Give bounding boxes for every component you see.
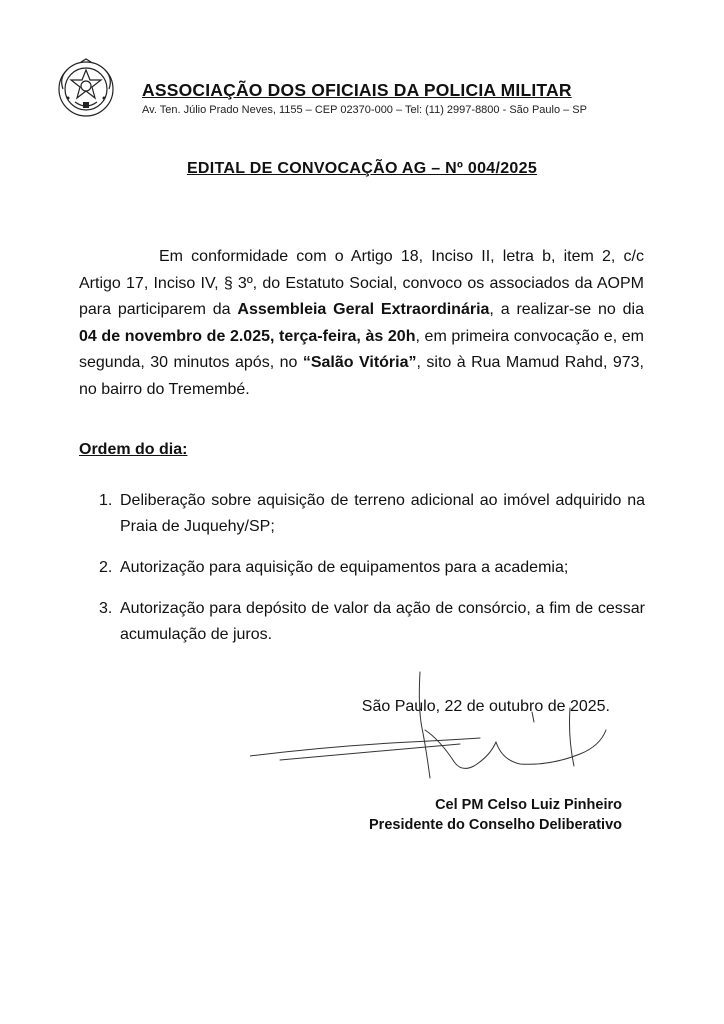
agenda-list [79, 488, 645, 648]
agenda-item-number: 3. [99, 600, 113, 617]
edital-title: EDITAL DE CONVOCAÇÃO AG – Nº 004/2025 [186, 160, 538, 177]
place-and-date: São Paulo, 22 de outubro de 2025. [361, 698, 610, 715]
convocation-paragraph [79, 244, 644, 403]
agenda-item-number: 2. [99, 559, 113, 576]
agenda-heading-text: Ordem do dia [79, 441, 183, 458]
agenda-item-text: Deliberação sobre aquisição de terreno adicional ao imóvel adquirido na Praia de Juquehy/SP; [120, 492, 645, 535]
signer-role: Presidente do Conselho Deliberativo [369, 817, 622, 833]
agenda-item [79, 596, 645, 648]
paragraph-text-part1: Em conformidade com o Artigo 18, Inciso II, letra b, item 2, c/c Artigo 17, Inciso IV, § 3º, do Estatuto Social, convoco os associados da AOPM para participarem da [79, 248, 644, 318]
agenda-item-number: 1. [99, 492, 113, 509]
paragraph-text-part3: , em primeira convocação e, em segunda, 30 minutos após, no [79, 327, 644, 371]
paragraph-text-part2: , a realizar-se no dia [489, 301, 644, 318]
agenda-item [79, 555, 645, 581]
agenda-heading [79, 441, 187, 459]
agenda-item-text: Autorização para depósito de valor da ação de consórcio, a fim de cessar acumulação de juros. [120, 600, 645, 643]
organization-name: ASSOCIAÇÃO DOS OFICIAIS DA POLICIA MILITAR [142, 80, 572, 100]
agenda-item [79, 488, 645, 540]
signer-block [369, 795, 622, 835]
association-crest-icon [55, 58, 117, 120]
agenda-heading-colon: : [182, 441, 188, 458]
organization-address: Av. Ten. Júlio Prado Neves, 1155 – CEP 02370-000 – Tel: (11) 2997-8800 - São Paulo – SP [142, 104, 587, 116]
meeting-date-time: 04 de novembro de 2.025, terça-feira, às 20h [79, 327, 416, 345]
agenda-item-text: Autorização para aquisição de equipamentos para a academia; [120, 559, 569, 576]
signer-name: Cel PM Celso Luiz Pinheiro [435, 797, 622, 813]
assembly-type: Assembleia Geral Extraordinária [237, 301, 490, 318]
handwritten-signature [250, 668, 650, 788]
meeting-venue: “Salão Vitória” [302, 354, 417, 371]
paragraph-text-part4: , sito à Rua Mamud Rahd, 973, no bairro do Tremembé. [79, 354, 644, 398]
